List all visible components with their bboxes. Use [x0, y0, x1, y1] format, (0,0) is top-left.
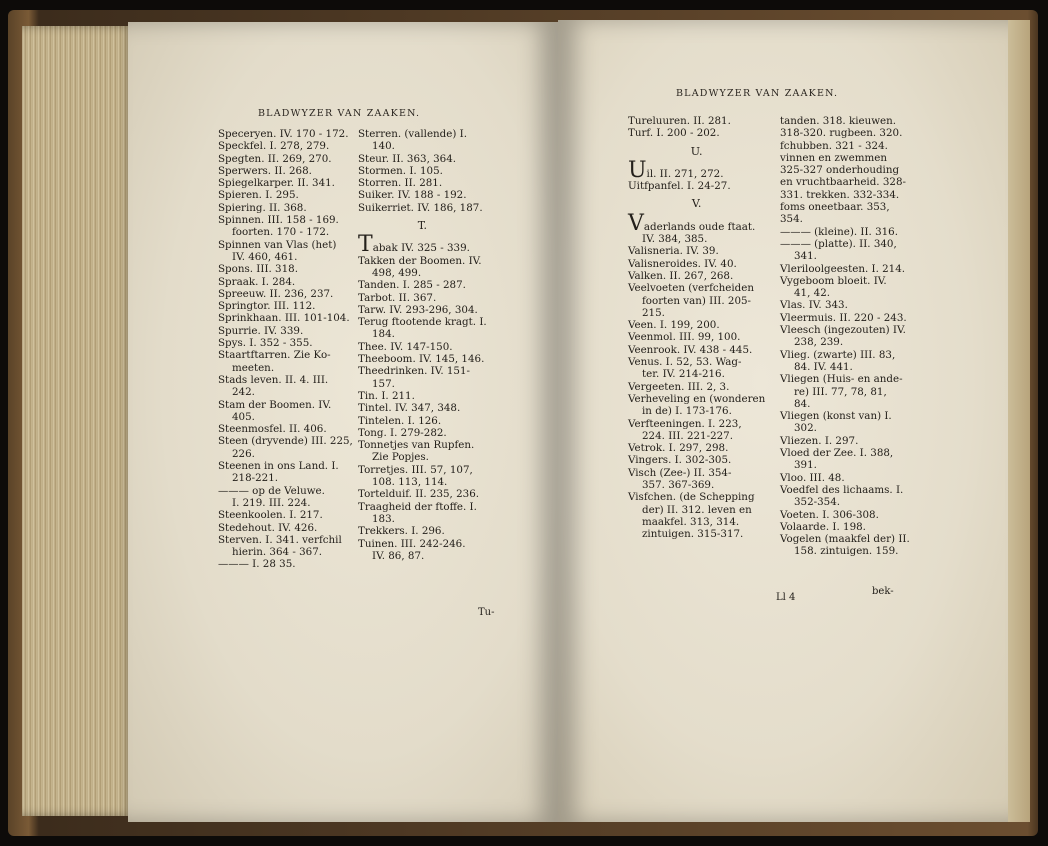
index-entry: Thee. IV. 147-150.	[358, 340, 453, 353]
index-entry: Spraak. I. 284.	[218, 275, 296, 288]
index-entry: fchubben. 321 - 324.	[780, 139, 888, 152]
index-entry: Veenmol. III. 99, 100.	[628, 331, 741, 344]
index-entry: Vogelen (maakfel der) II.	[780, 533, 910, 546]
page-edges	[22, 26, 134, 816]
index-entry: 391.	[794, 459, 817, 472]
index-entry: Theeboom. IV. 145, 146.	[358, 353, 485, 366]
index-entry: 183.	[372, 512, 395, 525]
index-entry: Tanden. I. 285 - 287.	[358, 279, 466, 292]
index-entry: Spinnen van Vlas (het)	[218, 238, 337, 251]
index-entry: Spurrie. IV. 339.	[218, 324, 304, 337]
index-entry: Sterren. (vallende) I.	[358, 128, 468, 140]
section-heading-v: V.	[691, 197, 702, 211]
index-entry: 157.	[372, 377, 395, 390]
index-entry: 158. zintuigen. 159.	[794, 545, 899, 558]
index-entry: Stads leven. II. 4. III.	[218, 373, 329, 386]
index-entry: Vingers. I. 302-305.	[628, 454, 732, 467]
index-entry: Trekkers. I. 296.	[358, 525, 445, 538]
index-entry: 84. IV. 441.	[794, 360, 853, 373]
index-entry: Uitfpanfel. I. 24-27.	[628, 180, 731, 193]
index-entry: Tin. I. 211.	[358, 389, 415, 402]
index-entry: ——— (platte). II. 340,	[780, 237, 897, 250]
index-entry: 357. 367-369.	[642, 479, 715, 492]
index-entry: Stormen. I. 105.	[358, 164, 443, 177]
index-entry: Tortelduif. II. 235, 236.	[358, 488, 480, 501]
index-entry: Tarbot. II. 367.	[358, 291, 437, 304]
entry-text: il. II. 271, 272.	[646, 167, 724, 180]
index-entry: Tonnetjes van Rupfen.	[358, 439, 475, 452]
index-entry: Veelvoeten (verfcheiden	[628, 282, 754, 295]
section-heading-u: U.	[690, 144, 703, 158]
index-entry: Storren. II. 281.	[358, 177, 443, 190]
left-catchword: Tu-	[478, 607, 495, 618]
index-entry: Venus. I. 52, 53. Wag-	[628, 356, 742, 369]
index-entry: 184.	[372, 328, 395, 341]
index-entry: Steenen in ons Land. I.	[218, 460, 339, 473]
index-entry: ——— op de Veluwe.	[218, 484, 325, 497]
index-entry: I. 219. III. 224.	[232, 496, 311, 509]
index-entry: Vergeeten. III. 2, 3.	[628, 380, 730, 393]
index-entry: Vleriloolgeesten. I. 214.	[780, 262, 906, 275]
index-entry: re) III. 77, 78, 81,	[794, 385, 887, 398]
index-entry: Spinnen. III. 158 - 169.	[218, 214, 339, 227]
index-entry: Vleermuis. II. 220 - 243.	[780, 311, 907, 324]
index-entry: Tintel. IV. 347, 348.	[358, 402, 461, 415]
index-entry: Visch (Zee-) II. 354-	[628, 466, 732, 479]
index-entry: Vygeboom bloeit. IV.	[780, 274, 887, 287]
index-entry: foorten. 170 - 172.	[232, 226, 330, 239]
index-entry: Steen (dryvende) III. 225,	[218, 435, 353, 448]
index-entry: vinnen en zwemmen	[780, 151, 887, 164]
index-entry: Vetrok. I. 297, 298.	[628, 442, 729, 455]
index-entry: Terug ftootende kragt. I.	[358, 316, 487, 329]
index-entry: Vloo. III. 48.	[780, 471, 845, 484]
index-entry: en vruchtbaarheid. 328-	[780, 176, 906, 189]
index-entry: Sterven. I. 341. verfchil	[218, 533, 342, 546]
index-entry: Verheveling en (wonderen	[628, 392, 766, 405]
index-entry: Verfteeningen. I. 223,	[628, 417, 742, 430]
index-entry: der) II. 312. leven en	[642, 503, 752, 516]
index-entry: foms oneetbaar. 353,	[780, 201, 890, 214]
index-entry: Vleesch (ingezouten) IV.	[780, 324, 906, 337]
index-entry: Steenkoolen. I. 217.	[218, 509, 323, 522]
index-entry: Vliegen (Huis- en ande-	[780, 373, 903, 386]
index-entry: 302.	[794, 422, 817, 435]
index-entry: Suiker. IV. 188 - 192.	[358, 189, 467, 202]
index-entry: 354.	[780, 213, 803, 226]
index-entry: Voeten. I. 306-308.	[780, 508, 879, 521]
index-entry: Torretjes. III. 57, 107,	[358, 463, 473, 476]
index-entry: 41, 42.	[794, 287, 831, 300]
index-entry: 218-221.	[232, 472, 279, 485]
index-entry: IV. 384, 385.	[642, 233, 708, 246]
index-entry: Veenrook. IV. 438 - 445.	[628, 343, 753, 356]
index-entry: Speckfel. I. 278, 279.	[218, 140, 330, 153]
right-page-edges	[1008, 20, 1030, 822]
index-entry: Tong. I. 279-282.	[358, 426, 447, 439]
index-entry: 352-354.	[794, 496, 841, 509]
index-entry: Zie Popjes.	[372, 451, 429, 464]
index-entry: 215.	[642, 306, 665, 319]
index-entry-tabak	[358, 232, 487, 258]
index-entry: Valisneroides. IV. 40.	[628, 257, 737, 270]
index-entry: Stam der Boomen. IV.	[218, 398, 332, 411]
index-entry: Stedehout. IV. 426.	[218, 521, 318, 534]
index-entry: IV. 460, 461.	[232, 250, 298, 263]
index-entry: Tarw. IV. 293-296, 304.	[358, 303, 478, 316]
index-entry: Vloed der Zee. I. 388,	[780, 447, 894, 460]
index-entry: 108. 113, 114.	[372, 476, 448, 489]
index-entry: Tintelen. I. 126.	[358, 414, 442, 427]
index-entry: hierin. 364 - 367.	[232, 546, 323, 559]
index-entry-uil	[628, 157, 765, 183]
index-entry: Steenmosfel. II. 406.	[218, 423, 327, 436]
entry-text: abak IV. 325 - 339.	[372, 242, 470, 255]
left-index-column-2	[358, 128, 487, 562]
index-entry: Tuinen. III. 242-246.	[358, 537, 466, 550]
index-entry: ter. IV. 214-216.	[642, 368, 725, 381]
index-entry: Visfchen. (de Schepping	[628, 491, 755, 504]
index-entry: zintuigen. 315-317.	[642, 528, 744, 541]
index-entry: 224. III. 221-227.	[642, 429, 734, 442]
index-entry: 238, 239.	[794, 336, 844, 349]
index-entry: Speceryen. IV. 170 - 172.	[218, 128, 349, 140]
index-entry: Valisneria. IV. 39.	[628, 245, 719, 258]
right-index-column-2	[780, 115, 910, 558]
index-entry: Staartftarren. Zie Ko-	[218, 349, 331, 362]
index-entry: Spegten. II. 269, 270.	[218, 152, 332, 165]
index-entry: 226.	[232, 447, 255, 460]
index-entry: 318-320. rugbeen. 320.	[780, 127, 903, 140]
index-entry: 405.	[232, 410, 255, 423]
index-entry: Voedfel des lichaams. I.	[780, 483, 904, 496]
index-entry: 242.	[232, 386, 255, 399]
index-entry: IV. 86, 87.	[372, 549, 425, 562]
index-entry: 498, 499.	[372, 266, 422, 279]
index-entry: in de) I. 173-176.	[642, 405, 732, 418]
index-entry: Springtor. III. 112.	[218, 300, 316, 313]
index-entry: 341.	[794, 250, 817, 263]
right-running-header: BLADWYZER VAN ZAAKEN.	[676, 88, 839, 99]
index-entry: maakfel. 313, 314.	[642, 515, 740, 528]
drop-cap-v: V	[628, 210, 644, 236]
index-entry: Traagheid der ftoffe. I.	[358, 500, 477, 513]
index-entry: Spreeuw. II. 236, 237.	[218, 287, 334, 300]
drop-cap-u: U	[628, 157, 647, 183]
index-entry: Volaarde. I. 198.	[780, 520, 866, 533]
index-entry: Spiegelkarper. II. 341.	[218, 177, 335, 190]
index-entry: 140.	[372, 140, 395, 153]
index-entry: 325-327 onderhouding	[780, 164, 900, 177]
index-entry: foorten van) III. 205-	[642, 294, 752, 307]
index-entry: 84.	[794, 397, 811, 410]
index-entry: Steur. II. 363, 364.	[358, 152, 457, 165]
index-entry: Spons. III. 318.	[218, 263, 298, 276]
index-entry: Vlas. IV. 343.	[780, 299, 848, 312]
index-entry: 331. trekken. 332-334.	[780, 188, 900, 201]
signature-mark: Ll 4	[776, 592, 796, 603]
index-entry: Spys. I. 352 - 355.	[218, 337, 313, 350]
left-index-column-1	[218, 128, 353, 571]
index-entry: Sperwers. II. 268.	[218, 164, 312, 177]
index-entry: Tureluuren. II. 281.	[628, 115, 731, 127]
index-entry: ——— (kleine). II. 316.	[780, 225, 898, 238]
index-entry: Turf. I. 200 - 202.	[628, 127, 720, 140]
index-entry: Veen. I. 199, 200.	[628, 319, 720, 332]
index-entry: Vlieg. (zwarte) III. 83,	[780, 348, 896, 361]
index-entry: Spiering. II. 368.	[218, 201, 307, 214]
index-entry: Takken der Boomen. IV.	[358, 254, 482, 267]
index-entry: tanden. 318. kieuwen.	[780, 115, 897, 127]
index-entry: Theedrinken. IV. 151-	[358, 365, 471, 378]
index-entry: Vliegen (konst van) I.	[780, 410, 892, 423]
left-running-header: BLADWYZER VAN ZAAKEN.	[258, 108, 421, 119]
entry-text: aderlands oude ftaat.	[643, 220, 756, 233]
index-entry: Valken. II. 267, 268.	[628, 269, 734, 282]
drop-cap-t: T	[358, 232, 373, 258]
index-entry: Suikerriet. IV. 186, 187.	[358, 201, 483, 214]
index-entry: Vliezen. I. 297.	[780, 434, 859, 447]
index-entry: ——— I. 28 35.	[218, 558, 296, 571]
right-index-column-1	[628, 115, 765, 541]
index-entry-vaderlands	[628, 210, 765, 236]
right-catchword: bek-	[872, 586, 894, 597]
index-entry: Spieren. I. 295.	[218, 189, 299, 202]
index-entry: Sprinkhaan. III. 101-104.	[218, 312, 350, 325]
index-entry: meeten.	[232, 361, 275, 374]
section-heading-t: T.	[417, 219, 427, 233]
